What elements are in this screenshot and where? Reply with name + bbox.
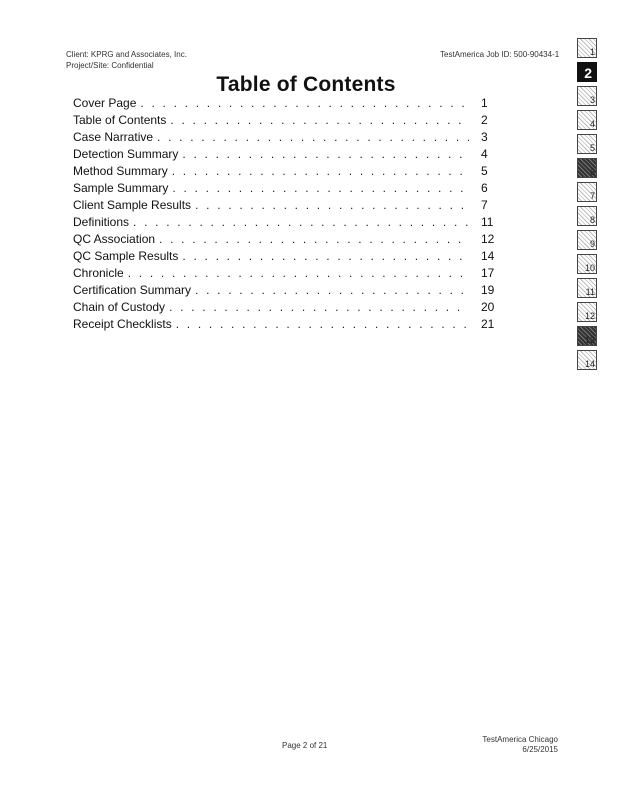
toc-entry-label: Cover Page [73, 96, 137, 110]
dot-leader [170, 113, 469, 127]
section-tab[interactable] [577, 206, 597, 226]
dot-leader [133, 215, 469, 229]
toc-entry[interactable] [73, 283, 503, 300]
toc-entry[interactable] [73, 96, 503, 113]
toc-entry-label: Sample Summary [73, 181, 169, 195]
toc-entry-page: 17 [481, 266, 495, 280]
toc-entry-label: Certification Summary [73, 283, 192, 297]
toc-entry-label: Receipt Checklists [73, 317, 172, 331]
section-tab-number: 13 [584, 335, 595, 345]
lab-name: TestAmerica Chicago [482, 735, 558, 744]
document-header-left [66, 49, 187, 71]
toc-entry-page: 2 [481, 113, 488, 127]
section-tab[interactable] [577, 134, 597, 154]
section-tab-number: 7 [589, 191, 595, 201]
toc-entry[interactable] [73, 164, 503, 181]
section-tab-number: 10 [584, 263, 595, 273]
report-date: 6/25/2015 [522, 745, 558, 754]
section-tab-number: 2 [584, 65, 592, 81]
section-tab-number: 11 [585, 287, 595, 297]
toc-entry[interactable] [73, 130, 503, 147]
section-tab[interactable] [577, 350, 597, 370]
section-tab-number: 14 [584, 359, 595, 369]
section-tab[interactable] [577, 230, 597, 250]
section-tab[interactable] [577, 62, 597, 82]
toc-entry-page: 5 [481, 164, 488, 178]
dot-leader [140, 96, 469, 110]
table-of-contents [73, 96, 503, 334]
toc-entry-label: Chain of Custody [73, 300, 166, 314]
page-number: Page 2 of 21 [282, 741, 328, 750]
page-title: Table of Contents [216, 73, 396, 96]
toc-entry-label: Chronicle [73, 266, 124, 280]
toc-entry-label: QC Sample Results [73, 249, 179, 263]
section-tab-number: 12 [584, 311, 595, 321]
client-name: Client: KPRG and Associates, Inc. [66, 50, 187, 59]
section-tab[interactable] [577, 326, 597, 346]
toc-entry[interactable] [73, 147, 503, 164]
section-tab[interactable] [577, 38, 597, 58]
section-tab[interactable] [577, 110, 597, 130]
toc-entry-label: Client Sample Results [73, 198, 192, 212]
toc-entry-page: 14 [481, 249, 495, 263]
toc-entry[interactable] [73, 198, 503, 215]
toc-entry-page: 7 [481, 198, 488, 212]
section-tab[interactable] [577, 254, 597, 274]
section-tab[interactable] [577, 86, 597, 106]
dot-leader [172, 181, 469, 195]
section-tab-number: 4 [589, 119, 595, 129]
section-tab[interactable] [577, 182, 597, 202]
section-tab-number: 8 [589, 215, 595, 225]
toc-entry[interactable] [73, 181, 503, 198]
toc-entry[interactable] [73, 317, 503, 334]
toc-entry[interactable] [73, 266, 503, 283]
section-tab-number: 3 [589, 95, 595, 105]
toc-entry-page: 1 [481, 96, 488, 110]
toc-entry-label: Case Narrative [73, 130, 154, 144]
toc-entry-page: 12 [481, 232, 495, 246]
section-tab[interactable] [577, 278, 597, 298]
toc-entry-page: 21 [481, 317, 495, 331]
toc-entry[interactable] [73, 249, 503, 266]
dot-leader [176, 317, 469, 331]
section-tab-number: 1 [589, 47, 595, 57]
toc-entry-page: 3 [481, 130, 488, 144]
toc-entry-page: 4 [481, 147, 488, 161]
dot-leader [157, 130, 469, 144]
section-tab[interactable] [577, 158, 597, 178]
toc-entry-label: Table of Contents [73, 113, 167, 127]
dot-leader [182, 147, 469, 161]
toc-entry-label: Definitions [73, 215, 130, 229]
dot-leader [182, 249, 469, 263]
toc-entry[interactable] [73, 215, 503, 232]
toc-entry-label: Detection Summary [73, 147, 179, 161]
section-tab-number: 6 [589, 167, 595, 177]
dot-leader [128, 266, 469, 280]
dot-leader [169, 300, 469, 314]
toc-entry-label: QC Association [73, 232, 156, 246]
section-tab[interactable] [577, 302, 597, 322]
project-site: Project/Site: Confidential [66, 61, 154, 70]
dot-leader [172, 164, 469, 178]
section-tabs [577, 38, 599, 374]
toc-entry-page: 11 [481, 215, 494, 229]
toc-entry-page: 19 [481, 283, 495, 297]
footer-lab-info [462, 735, 558, 755]
toc-entry-page: 20 [481, 300, 495, 314]
toc-entry-page: 6 [481, 181, 488, 195]
dot-leader [195, 283, 469, 297]
dot-leader [195, 198, 469, 212]
job-id: TestAmerica Job ID: 500-90434-1 [440, 50, 560, 59]
toc-entry[interactable] [73, 113, 503, 130]
section-tab-number: 9 [589, 239, 595, 249]
toc-entry-label: Method Summary [73, 164, 168, 178]
section-tab-number: 5 [589, 143, 595, 153]
dot-leader [159, 232, 469, 246]
toc-entry[interactable] [73, 300, 503, 317]
toc-entry[interactable] [73, 232, 503, 249]
